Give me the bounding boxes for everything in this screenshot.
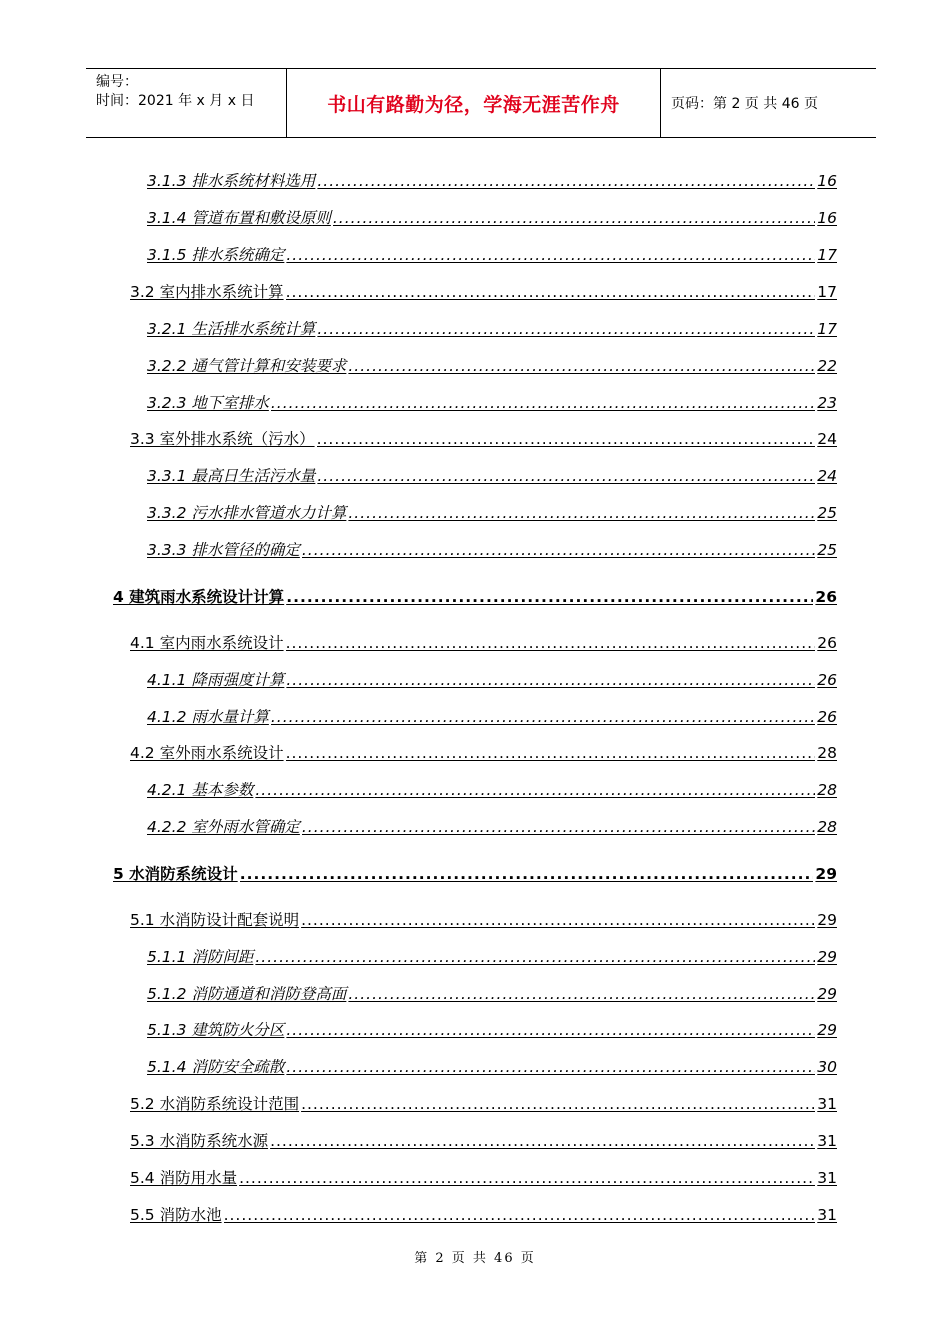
toc-entry[interactable] [130, 1129, 837, 1151]
toc-entry-page[interactable]: 28 [817, 781, 837, 799]
toc-leader-dots [348, 984, 815, 1004]
header-motto-cell [287, 69, 661, 137]
toc-leader-dots [224, 1205, 816, 1225]
toc-entry-label[interactable]: 5.1.3 建筑防火分区 [147, 1021, 285, 1039]
toc-entry[interactable] [147, 354, 837, 376]
toc-entry[interactable] [130, 1166, 837, 1188]
toc-entry-page[interactable]: 30 [817, 1058, 837, 1076]
toc-entry[interactable] [147, 501, 837, 523]
toc-leader-dots [255, 947, 815, 967]
toc-leader-dots [302, 540, 815, 560]
toc-entry-page[interactable]: 31 [817, 1206, 837, 1224]
toc-entry-label[interactable]: 5.1.2 消防通道和消防登高面 [147, 985, 347, 1003]
toc-entry-label[interactable]: 5.1 水消防设计配套说明 [130, 911, 300, 929]
toc-entry-page[interactable]: 26 [817, 634, 837, 652]
toc-entry[interactable] [130, 908, 837, 930]
toc-entry-label[interactable]: 5.2 水消防系统设计范围 [130, 1095, 300, 1113]
toc-leader-dots [317, 429, 816, 449]
toc-leader-dots [286, 670, 815, 690]
toc-leader-dots [302, 817, 815, 837]
toc-entry-page[interactable]: 17 [817, 246, 837, 264]
toc-entry-label[interactable]: 4.2.1 基本参数 [147, 781, 254, 799]
header-meta-cell [86, 69, 287, 137]
toc-entry-label[interactable]: 3.3.3 排水管径的确定 [147, 541, 300, 559]
toc-entry-page[interactable]: 28 [817, 818, 837, 836]
toc-entry-label[interactable]: 4.2.2 室外雨水管确定 [147, 818, 300, 836]
header-page-info: 页码：第 2 页 共 46 页 [671, 96, 818, 112]
toc-entry[interactable] [147, 705, 837, 727]
toc-leader-dots [271, 707, 815, 727]
toc-entry-page[interactable]: 31 [817, 1095, 837, 1113]
toc-entry-page[interactable]: 25 [817, 541, 837, 559]
toc-entry-page[interactable]: 29 [815, 865, 837, 883]
toc-entry-page[interactable]: 29 [817, 1021, 837, 1039]
toc-leader-dots [317, 171, 815, 191]
toc-entry[interactable] [113, 862, 837, 884]
toc-entry-page[interactable]: 17 [817, 320, 837, 338]
toc-entry[interactable] [130, 1203, 837, 1225]
toc-entry-label[interactable]: 3.2.3 地下室排水 [147, 394, 269, 412]
header-page-cell [661, 69, 876, 137]
page-footer: 第 2 页 共 46 页 [414, 1251, 536, 1266]
toc-leader-dots [286, 633, 816, 653]
toc-entry-label[interactable]: 3.2 室内排水系统计算 [130, 283, 284, 301]
toc-entry[interactable] [147, 815, 837, 837]
toc-leader-dots [301, 910, 815, 930]
toc-leader-dots [286, 1020, 815, 1040]
toc-entry[interactable] [147, 668, 837, 690]
toc-entry-label[interactable]: 5.1.4 消防安全疏散 [147, 1058, 285, 1076]
toc-entry-label[interactable]: 3.1.4 管道布置和敷设原则 [147, 209, 331, 227]
toc-leader-dots [286, 1057, 815, 1077]
toc-leader-dots [239, 1168, 815, 1188]
toc-entry-page[interactable]: 23 [817, 394, 837, 412]
toc-entry[interactable] [130, 1092, 837, 1114]
toc-entry-page[interactable]: 24 [817, 467, 837, 485]
toc-leader-dots [317, 319, 815, 339]
toc-entry-label[interactable]: 3.3.1 最高日生活污水量 [147, 467, 316, 485]
toc-entry-page[interactable]: 22 [817, 357, 837, 375]
toc-leader-dots [271, 393, 815, 413]
toc-leader-dots [348, 503, 815, 523]
toc-entry-label[interactable]: 3.1.5 排水系统确定 [147, 246, 285, 264]
toc-leader-dots [333, 208, 815, 228]
document-number: 编号： [96, 74, 138, 90]
toc-entry[interactable] [147, 317, 837, 339]
toc-leader-dots [255, 780, 815, 800]
toc-entry-page[interactable]: 29 [817, 948, 837, 966]
toc-entry-page[interactable]: 29 [817, 911, 837, 929]
toc-entry[interactable] [147, 982, 837, 1004]
toc-entry[interactable] [130, 280, 837, 302]
toc-entry-label[interactable]: 5.3 水消防系统水源 [130, 1132, 269, 1150]
toc-entry-page[interactable]: 31 [817, 1132, 837, 1150]
toc-entry-label[interactable]: 5 水消防系统设计 [113, 865, 238, 883]
toc-entry-label[interactable]: 3.3 室外排水系统（污水） [130, 430, 315, 448]
toc-entry-label[interactable]: 4.1.1 降雨强度计算 [147, 671, 285, 689]
toc-leader-dots [286, 743, 816, 763]
toc-entry-label[interactable]: 4 建筑雨水系统设计计算 [113, 588, 285, 606]
toc-entry-label[interactable]: 4.1.2 雨水量计算 [147, 708, 269, 726]
toc-entry-label[interactable]: 3.1.3 排水系统材料选用 [147, 172, 316, 190]
toc-leader-dots [286, 282, 816, 302]
toc-leader-dots [301, 1094, 815, 1114]
page-header [86, 68, 876, 138]
toc-entry[interactable] [130, 741, 837, 763]
toc-entry-page[interactable]: 25 [817, 504, 837, 522]
toc-entry-page[interactable]: 26 [815, 588, 837, 606]
toc-entry[interactable] [147, 1055, 837, 1077]
toc-entry-page[interactable]: 31 [817, 1169, 837, 1187]
toc-leader-dots [270, 1131, 815, 1151]
toc-leader-dots [317, 466, 815, 486]
toc-entry[interactable] [147, 243, 837, 265]
toc-entry[interactable] [130, 427, 837, 449]
toc-leader-dots [348, 356, 815, 376]
toc-leader-dots [286, 587, 813, 607]
toc-entry-page[interactable]: 24 [817, 430, 837, 448]
toc-entry-page[interactable]: 28 [817, 744, 837, 762]
toc-entry-label[interactable]: 3.3.2 污水排水管道水力计算 [147, 504, 347, 522]
toc-entry[interactable] [147, 464, 837, 486]
toc-entry-label[interactable]: 4.1 室内雨水系统设计 [130, 634, 284, 652]
toc-leader-dots [286, 245, 815, 265]
toc-entry[interactable] [147, 169, 837, 191]
toc-entry-label[interactable]: 4.2 室外雨水系统设计 [130, 744, 284, 762]
toc-leader-dots [240, 864, 814, 884]
toc-entry[interactable] [147, 206, 837, 228]
document-time: 时间：2021 年 x 月 x 日 [96, 93, 255, 109]
toc-entry-page[interactable]: 17 [817, 283, 837, 301]
toc-entry-page[interactable]: 29 [817, 985, 837, 1003]
toc-entry-label[interactable]: 3.2.2 通气管计算和安装要求 [147, 357, 347, 375]
motto: 书山有路勤为径，学海无涯苦作舟 [327, 93, 620, 116]
toc-entry[interactable] [147, 945, 837, 967]
toc-entry[interactable] [147, 391, 837, 413]
toc-entry-label[interactable]: 3.2.1 生活排水系统计算 [147, 320, 316, 338]
toc-entry-page[interactable]: 26 [817, 708, 837, 726]
toc-entry-label[interactable]: 5.4 消防用水量 [130, 1169, 238, 1187]
toc-entry-page[interactable]: 26 [817, 671, 837, 689]
toc-entry-label[interactable]: 5.1.1 消防间距 [147, 948, 254, 966]
toc-entry-page[interactable]: 16 [817, 172, 837, 190]
toc-entry[interactable] [147, 1018, 837, 1040]
toc-entry[interactable] [147, 538, 837, 560]
toc-entry[interactable] [130, 631, 837, 653]
toc-entry[interactable] [147, 778, 837, 800]
toc-entry-label[interactable]: 5.5 消防水池 [130, 1206, 222, 1224]
toc-entry[interactable] [113, 585, 837, 607]
toc-entry-page[interactable]: 16 [817, 209, 837, 227]
